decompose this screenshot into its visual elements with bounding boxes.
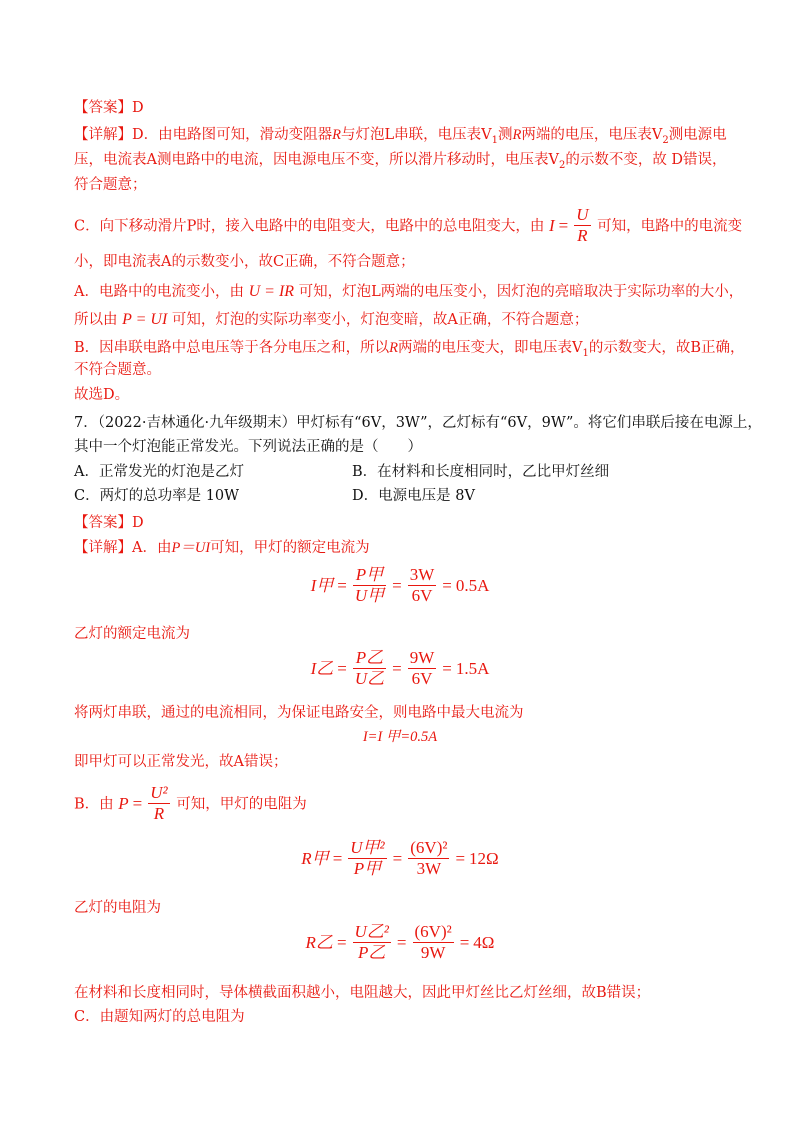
detail-line: 将两灯串联，通过的电流相同，为保证电路安全，则电路中最大电流为 (74, 705, 524, 721)
detail-line: 所以由 P = UI 可知，灯泡的实际功率变小，灯泡变暗，故A正确，不符合题意； (74, 311, 589, 328)
formula-r-yi: R乙 = $\frac{\text{U乙²}}{\text{P乙}}$ = $\frac{\text{(6V)²}}{9W}$ = 4Ω (305, 922, 495, 962)
formula-u-ir: U = IR (248, 283, 295, 300)
detail-line: C．由题知两灯的总电阻为 (74, 1009, 245, 1025)
detail-line: 在材料和长度相同时，导体横截面积越小，电阻越大，因此甲灯丝比乙灯丝细，故B错误； (74, 985, 651, 1001)
detail-line: 乙灯的电阻为 (74, 900, 161, 916)
formula-r-jia: R甲 = $\frac{\text{U甲²}}{\text{P甲}}$ = $\frac{\text{(6V)²}}{3W}$ = 12Ω (301, 838, 499, 878)
answer-label: 【答案】D (74, 100, 144, 116)
detail-line: 压，电流表A测电路中的电流，因电源电压不变，所以滑片移动时，电压表$V_2$的示数不变，故 D错误， (74, 152, 727, 171)
detail-line: 符合题意； (74, 177, 147, 193)
detail-line: B．因串联电路中总电压等于各分电压之和，所以R两端的电压变大，即电压表$V_1$的示数变大，故B正确， (74, 340, 745, 359)
question-stem: 7．（2022·吉林通化·九年级期末）甲灯标有“6V，3W”，乙灯标有“6V，9W”。将它们串联后接在电源上， (74, 415, 762, 431)
question-stem: 其中一个灯泡能正常发光。下列说法正确的是（ ） (74, 439, 422, 455)
option-d: D．电源电压是 8V (352, 488, 475, 504)
detail-line: 【详解】D．由电路图可知，滑动变阻器R与灯泡L串联，电压表$V_1$测R两端的电压，电压表$V_2$测电源电 (74, 127, 727, 146)
detail-line: 即甲灯可以正常发光，故A错误； (74, 754, 288, 770)
detail-tag: 【详解】 (74, 127, 132, 143)
formula-p-u2-r: P = $\frac{\text{U²}}{R}$ (118, 783, 168, 823)
detail-line: A．电路中的电流变小，由 U = IR 可知，灯泡L两端的电压变小，因灯泡的亮暗取决于实际功率的大小， (74, 283, 744, 300)
detail-line: 小，即电流表A的示数变小，故C正确，不符合题意； (74, 254, 415, 270)
option-a: A．正常发光的灯泡是乙灯 (74, 464, 244, 480)
detail-line: C．向下移动滑片P时，接入电路中的电阻变大，电路中的总电阻变大，由 I = $\frac{U}{R}$ 可知，电路中的电流变 (74, 205, 743, 245)
formula-ohm-fraction: I = $\frac{U}{R}$ (548, 205, 589, 245)
formula-p-ui: P = UI (122, 311, 168, 328)
detail-tag: 【详解】 (74, 540, 132, 556)
answer-label: 【答案】D (74, 515, 144, 531)
formula-i-jia: I甲 = $\frac{\text{P甲}}{\text{U甲}}$ = $\frac{3W}{6V}$ = 0.5A (310, 565, 490, 605)
formula-i-yi: I乙 = $\frac{\text{P乙}}{\text{U乙}}$ = $\frac{9W}{6V}$ = 1.5A (310, 648, 490, 688)
option-c: C．两灯的总功率是 10W (74, 488, 240, 504)
detail-line: 不符合题意。 (74, 362, 161, 378)
conclusion: 故选D。 (74, 387, 130, 403)
detail-line: B．由 P = $\frac{\text{U²}}{R}$ 可知，甲灯的电阻为 (74, 783, 307, 823)
formula-max-current: I=I 甲=0.5A (362, 729, 438, 745)
option-b: B．在材料和长度相同时，乙比甲灯丝细 (352, 464, 610, 480)
detail-line: 乙灯的额定电流为 (74, 626, 190, 642)
detail-line: 【详解】A．由P＝UI可知，甲灯的额定电流为 (74, 540, 370, 556)
